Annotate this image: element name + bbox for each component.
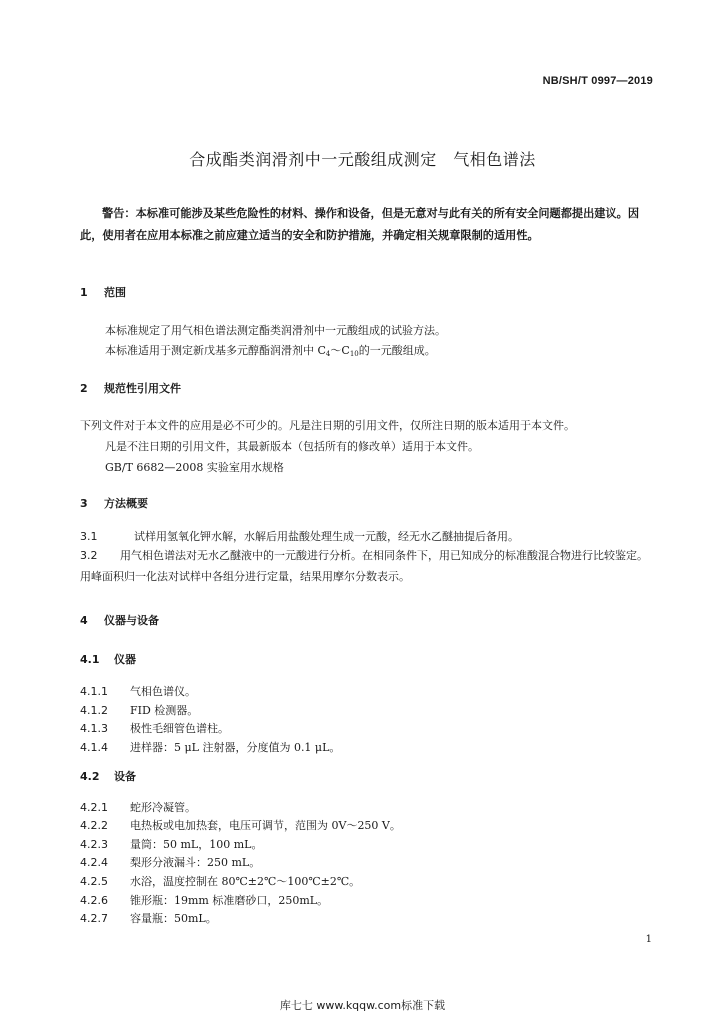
list-item bbox=[80, 739, 340, 755]
subscript-end: 10 bbox=[349, 350, 359, 358]
list-item bbox=[80, 720, 229, 736]
normative-paragraph-2: 凡是不注日期的引用文件，其最新版本（包括所有的修改单）适用于本文件。 bbox=[105, 440, 479, 453]
item-text: 进样器：5 μL 注射器，分度值为 0.1 μL。 bbox=[130, 741, 341, 754]
warning-paragraph: 警告：本标准可能涉及某些危险性的材料、操作和设备，但是无意对与此有关的所有安全问题都提出建议。因此，使用者在应用本标准之前应建立适当的安全和防护措施，并确定相关规章限制的适用性。 bbox=[80, 207, 640, 242]
list-item bbox=[80, 892, 328, 908]
subsection-4-1-heading bbox=[80, 651, 136, 667]
subsection-number: 4.2 bbox=[80, 770, 100, 783]
section-title: 范围 bbox=[104, 286, 126, 299]
item-text: 锥形瓶：19mm 标准磨砂口，250mL。 bbox=[130, 894, 329, 907]
method-item-3-1 bbox=[80, 528, 519, 544]
item-text: 气相色谱仪。 bbox=[130, 685, 196, 698]
scope-text-mid: ～C bbox=[330, 344, 350, 357]
item-number: 4.1.4 bbox=[80, 741, 108, 754]
subsection-number: 4.1 bbox=[80, 653, 100, 666]
item-text: 量筒：50 mL，100 mL。 bbox=[130, 838, 263, 851]
item-number: 4.2.2 bbox=[80, 819, 108, 832]
list-item bbox=[80, 910, 217, 926]
item-number: 4.1.1 bbox=[80, 685, 108, 698]
item-number: 3.1 bbox=[80, 530, 98, 543]
subsection-title: 设备 bbox=[114, 770, 136, 783]
section-title: 方法概要 bbox=[104, 497, 148, 510]
item-number: 4.1.2 bbox=[80, 704, 108, 717]
item-number: 4.2.7 bbox=[80, 912, 108, 925]
list-item bbox=[80, 683, 196, 699]
scope-text-after: 的一元酸组成。 bbox=[358, 344, 436, 357]
method-item-3-2 bbox=[80, 545, 658, 587]
item-text: FID 检测器。 bbox=[130, 704, 199, 717]
section-number: 3 bbox=[80, 497, 88, 510]
list-item bbox=[80, 799, 196, 815]
scope-paragraph-1: 本标准规定了用气相色谱法测定酯类润滑剂中一元酸组成的试验方法。 bbox=[105, 324, 446, 337]
item-text: 试样用氢氧化钾水解，水解后用盐酸处理生成一元酸，经无水乙醚抽提后备用。 bbox=[134, 530, 519, 543]
item-text: 梨形分液漏斗：250 mL。 bbox=[130, 856, 261, 869]
item-text: 电热板或电加热套，电压可调节，范围为 0V～250 V。 bbox=[130, 819, 401, 832]
item-text: 用气相色谱法对无水乙醚液中的一元酸进行分析。在相同条件下，用已知成分的标准酸混合物进行比较鉴定。用峰面积归一化法对试样中各组分进行定量，结果用摩尔分数表示。 bbox=[80, 549, 648, 583]
item-number: 4.2.3 bbox=[80, 838, 108, 851]
section-number: 1 bbox=[80, 286, 88, 299]
normative-reference: GB/T 6682—2008 实验室用水规格 bbox=[105, 461, 284, 474]
section-title: 规范性引用文件 bbox=[104, 382, 181, 395]
item-text: 水浴，温度控制在 80℃±2℃～100℃±2℃。 bbox=[130, 875, 361, 888]
page-number: 1 bbox=[645, 934, 652, 945]
section-3-heading bbox=[80, 495, 148, 511]
document-title: 合成酯类润滑剂中一元酸组成测定 气相色谱法 bbox=[189, 150, 536, 169]
subsection-4-2-heading bbox=[80, 768, 136, 784]
section-title: 仪器与设备 bbox=[104, 614, 159, 627]
list-item bbox=[80, 854, 260, 870]
item-text: 极性毛细管色谱柱。 bbox=[130, 722, 229, 735]
section-2-heading bbox=[80, 380, 181, 396]
item-number: 4.1.3 bbox=[80, 722, 108, 735]
subscript-start: 4 bbox=[325, 350, 331, 358]
section-1-heading bbox=[80, 284, 126, 300]
standard-number: NB/SH/T 0997—2019 bbox=[542, 75, 653, 87]
item-number: 4.2.1 bbox=[80, 801, 108, 814]
item-number: 4.2.6 bbox=[80, 894, 108, 907]
list-item bbox=[80, 873, 360, 889]
item-number: 4.2.5 bbox=[80, 875, 108, 888]
item-number: 3.2 bbox=[80, 549, 98, 562]
item-text: 蛇形冷凝管。 bbox=[130, 801, 196, 814]
section-number: 2 bbox=[80, 382, 88, 395]
scope-text-before: 本标准适用于测定新戊基多元醇酯润滑剂中 C bbox=[105, 344, 326, 357]
item-text: 容量瓶：50mL。 bbox=[130, 912, 217, 925]
section-4-heading bbox=[80, 612, 159, 628]
normative-paragraph-1: 下列文件对于本文件的应用是必不可少的。凡是注日期的引用文件，仅所注日期的版本适用于本文件。 bbox=[80, 419, 575, 432]
section-number: 4 bbox=[80, 614, 88, 627]
list-item bbox=[80, 702, 198, 718]
item-number: 4.2.4 bbox=[80, 856, 108, 869]
subsection-title: 仪器 bbox=[114, 653, 136, 666]
scope-paragraph-2 bbox=[105, 342, 436, 358]
list-item bbox=[80, 836, 262, 852]
footer-watermark[interactable]: 库七七 www.kqqw.com标准下载 bbox=[279, 999, 446, 1012]
list-item bbox=[80, 817, 401, 833]
